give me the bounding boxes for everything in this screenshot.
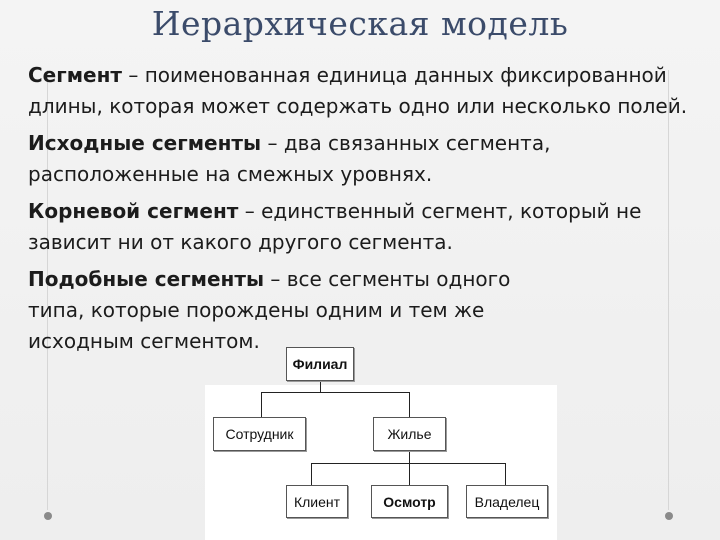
diagram-node-zhilye: Жилье: [373, 417, 446, 451]
term-similar-segments: Подобные сегменты: [28, 267, 265, 291]
term-segment: Сегмент: [28, 63, 123, 87]
right-dot-ornament: [665, 512, 673, 520]
definitions-text: [28, 60, 708, 363]
diagram-node-vladelec: Владелец: [466, 485, 548, 518]
diagram-node-filial: Филиал: [286, 347, 354, 381]
definition-root-segment-text: – единственный сегмент, который не зависит ни от какого другого сегмента.: [28, 199, 642, 254]
connector-to-klient: [311, 463, 312, 485]
term-root-segment: Корневой сегмент: [28, 199, 239, 223]
slide-title: Иерархическая модель: [151, 4, 569, 43]
connector-to-vladelec: [505, 463, 506, 485]
diagram-node-osmotr: Осмотр: [371, 485, 448, 518]
definition-segment: [28, 60, 708, 122]
definition-segment-text: – поименованная единица данных фиксированной длины, которая может содержать одно или несколько полей.: [28, 63, 688, 118]
connector-to-osmotr: [409, 463, 410, 485]
definition-source-segments: [28, 128, 708, 190]
definition-similar-segments: [28, 264, 528, 357]
connector-root-horizontal: [261, 392, 410, 393]
definition-similar-segments-text: – все сегменты одного типа, которые порождены одним и тем же исходным сегментом.: [28, 267, 511, 353]
definition-source-segments-text: – два связанных сегмента, расположенные на смежных уровнях.: [28, 131, 551, 186]
connector-to-zhilye: [409, 392, 410, 417]
definition-root-segment: [28, 196, 708, 258]
left-dot-ornament: [44, 512, 52, 520]
diagram-node-klient: Клиент: [286, 485, 348, 518]
term-source-segments: Исходные сегменты: [28, 131, 262, 155]
connector-root-vertical: [320, 381, 321, 393]
connector-zhilye-vertical: [409, 451, 410, 463]
diagram-node-sotrudnik: Сотрудник: [213, 417, 306, 451]
connector-to-sotrudnik: [261, 392, 262, 417]
